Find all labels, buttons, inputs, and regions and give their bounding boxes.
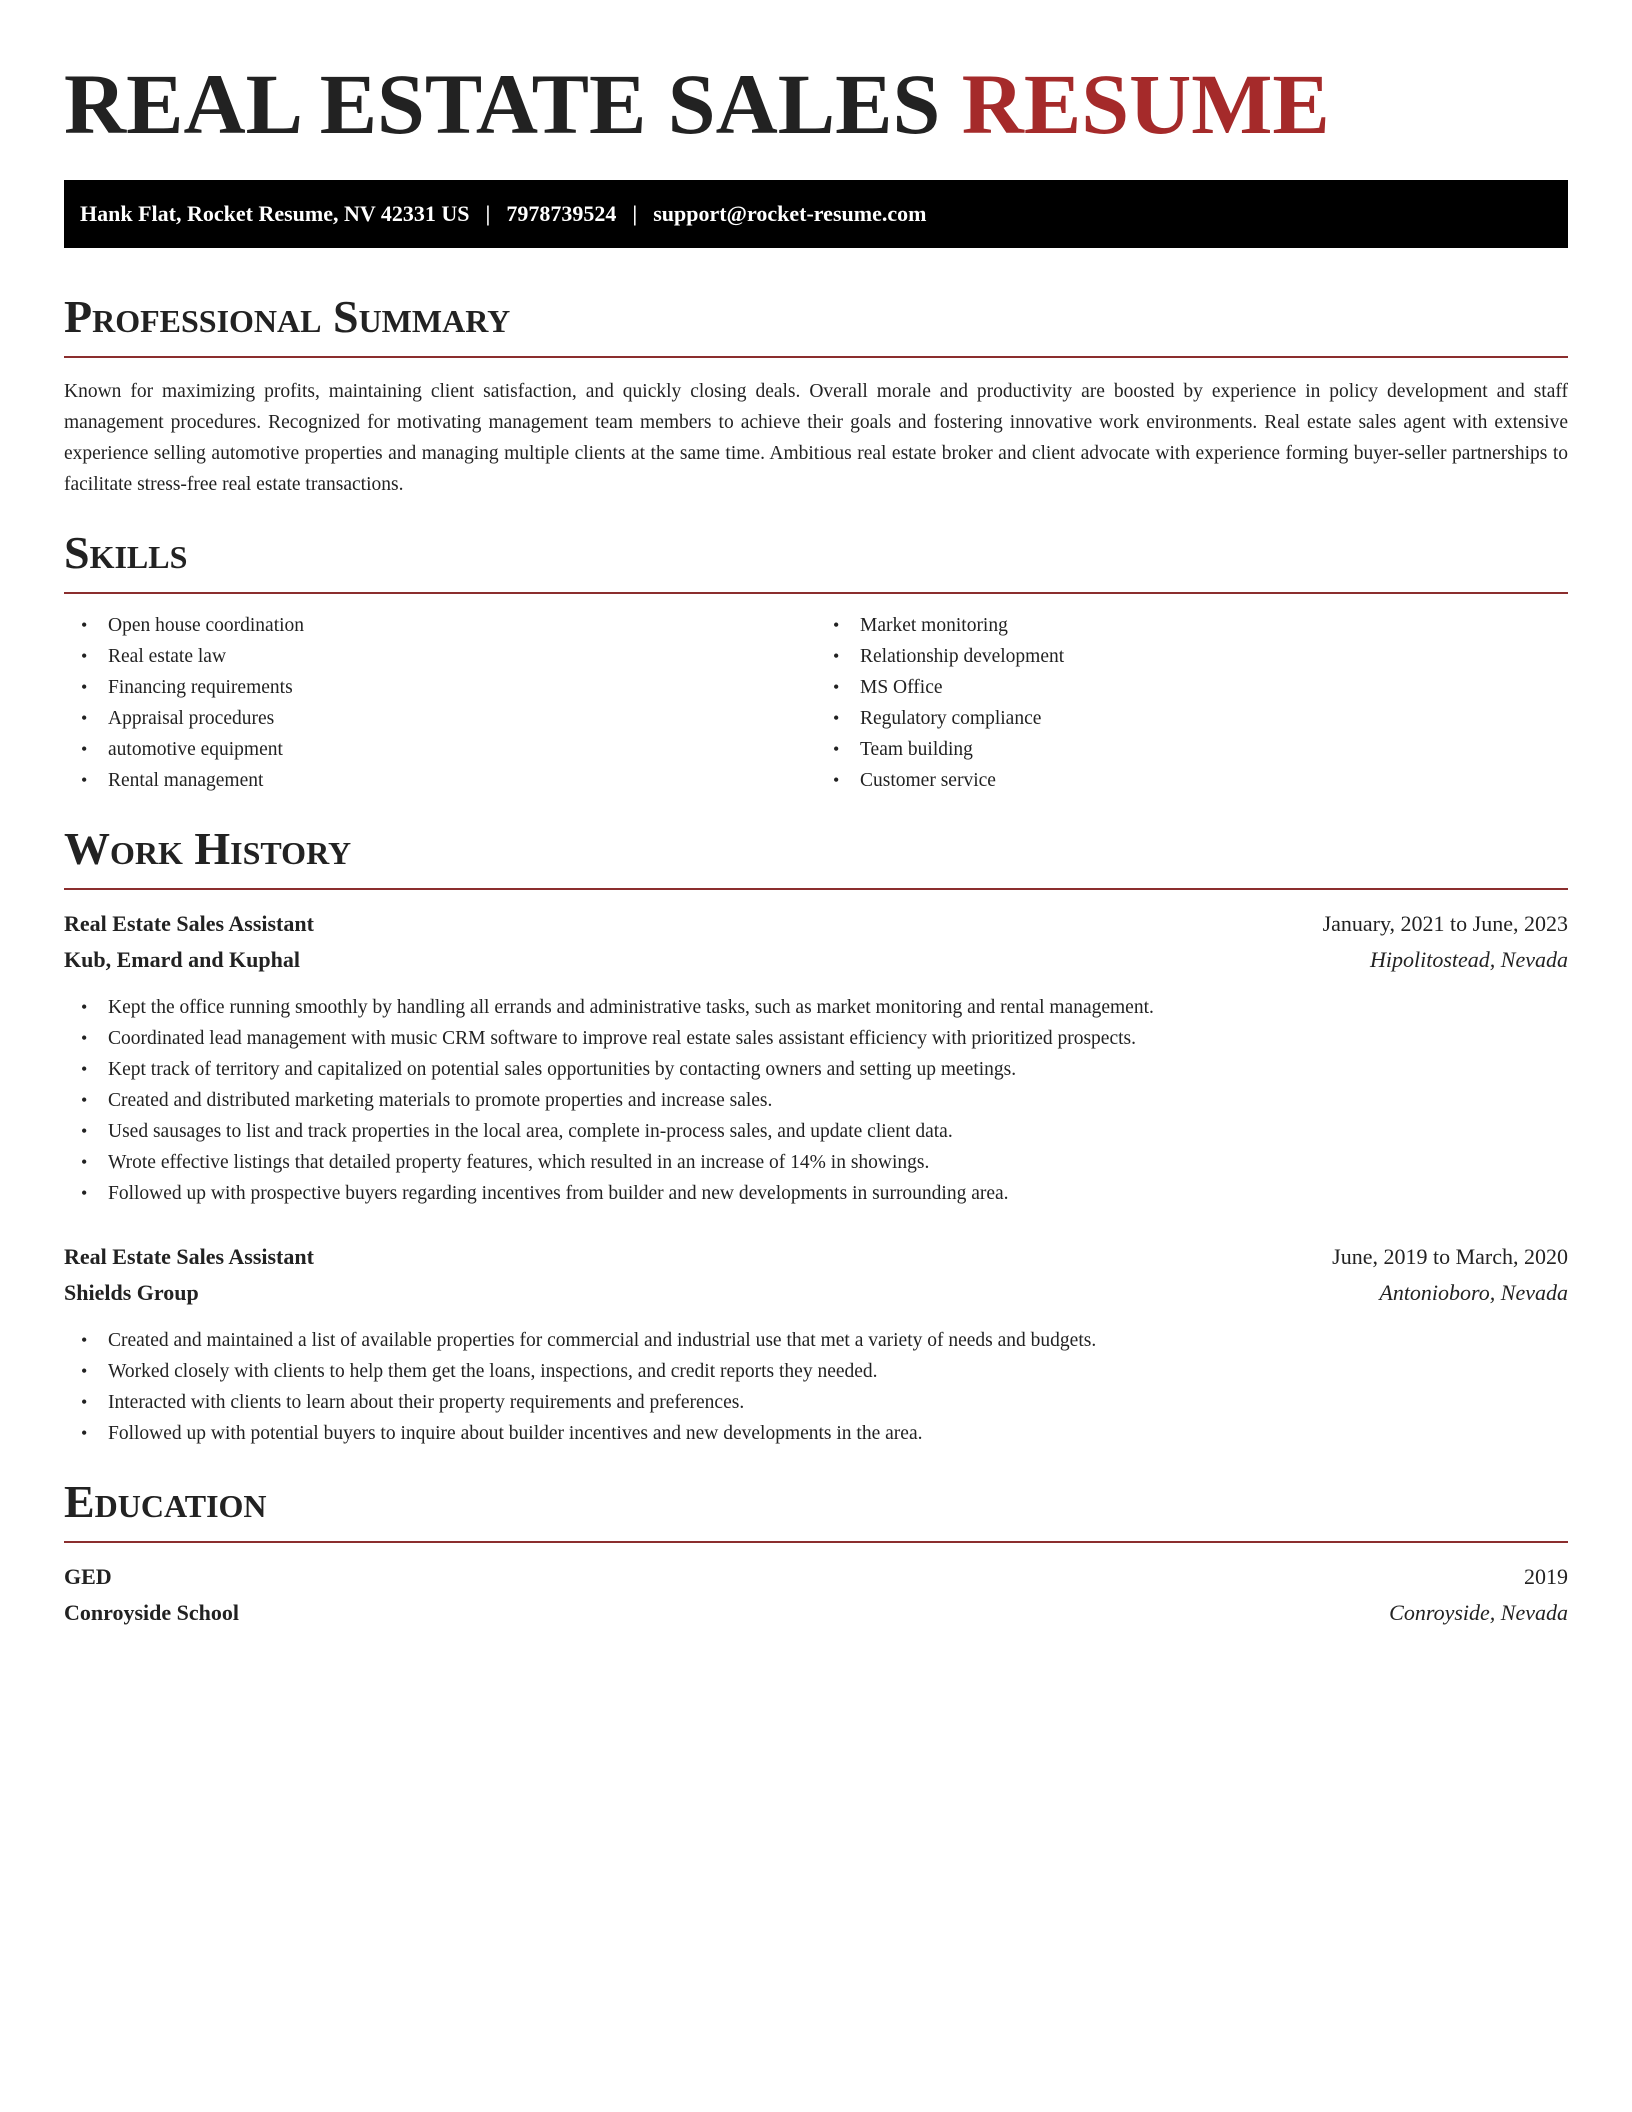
- contact-separator: |: [632, 201, 638, 226]
- skill-item: • Relationship development: [860, 641, 1568, 672]
- education-entry: [64, 1559, 1568, 1631]
- skill-item: • automotive equipment: [108, 734, 816, 765]
- job-bullet: • Worked closely with clients to help them get the loans, inspections, and credit reports they needed.: [108, 1356, 1568, 1387]
- job-dates: June, 2019 to March, 2020: [1332, 1244, 1568, 1269]
- education-year: 2019: [1524, 1564, 1568, 1589]
- job-title: Real Estate Sales Assistant: [64, 911, 314, 936]
- summary-heading: Professional Summary: [64, 291, 511, 342]
- job-header-row: [64, 1239, 1568, 1275]
- job-bullet: • Wrote effective listings that detailed property features, which resulted in an increase of 14% in showings.: [108, 1147, 1568, 1178]
- skill-item: • MS Office: [860, 672, 1568, 703]
- skill-item: • Appraisal procedures: [108, 703, 816, 734]
- job-location: Antonioboro, Nevada: [1379, 1280, 1568, 1305]
- job-bullet: • Interacted with clients to learn about their property requirements and preferences.: [108, 1387, 1568, 1418]
- job-header-row: [64, 906, 1568, 942]
- skills-grid: [64, 610, 1568, 796]
- skill-item: • Rental management: [108, 765, 816, 796]
- job-dates: January, 2021 to June, 2023: [1322, 911, 1568, 936]
- job-location: Hipolitostead, Nevada: [1370, 947, 1568, 972]
- job-bullets: [64, 992, 1568, 1209]
- section-divider: [64, 1541, 1568, 1543]
- education-school: Conroyside School: [64, 1600, 240, 1625]
- job-bullet: • Created and maintained a list of available properties for commercial and industrial use that met a variety of needs and budgets.: [108, 1325, 1568, 1356]
- job-company-row: [64, 942, 1568, 978]
- section-divider: [64, 888, 1568, 890]
- skill-item: • Customer service: [860, 765, 1568, 796]
- contact-phone: 7978739524: [506, 201, 617, 226]
- skill-item: • Real estate law: [108, 641, 816, 672]
- skills-left-column: [64, 610, 816, 796]
- job-bullet: • Coordinated lead management with music CRM software to improve real estate sales assistant efficiency with prioritized prospects.: [108, 1023, 1568, 1054]
- job-entry: [64, 1239, 1568, 1449]
- skill-item: • Regulatory compliance: [860, 703, 1568, 734]
- job-bullet: • Followed up with prospective buyers regarding incentives from builder and new developments in surrounding area.: [108, 1178, 1568, 1209]
- skill-item: • Team building: [860, 734, 1568, 765]
- contact-email: support@rocket-resume.com: [653, 201, 927, 226]
- skills-section: [64, 528, 1568, 796]
- section-divider: [64, 356, 1568, 358]
- skill-item: • Financing requirements: [108, 672, 816, 703]
- job-company: Kub, Emard and Kuphal: [64, 947, 300, 972]
- skill-item: • Open house coordination: [108, 610, 816, 641]
- skills-right-column: [816, 610, 1568, 796]
- title-main: REAL ESTATE SALES: [64, 56, 941, 152]
- title-accent: RESUME: [961, 56, 1330, 152]
- contact-separator: |: [485, 201, 491, 226]
- job-title: Real Estate Sales Assistant: [64, 1244, 314, 1269]
- skill-item: • Market monitoring: [860, 610, 1568, 641]
- job-bullet: • Followed up with potential buyers to inquire about builder incentives and new developments in the area.: [108, 1418, 1568, 1449]
- education-header-row: [64, 1559, 1568, 1595]
- education-heading: Education: [64, 1476, 267, 1527]
- job-bullet: • Created and distributed marketing materials to promote properties and increase sales.: [108, 1085, 1568, 1116]
- contact-address: Hank Flat, Rocket Resume, NV 42331 US: [80, 201, 470, 226]
- education-section: [64, 1477, 1568, 1631]
- job-bullet: • Used sausages to list and track properties in the local area, complete in-process sales, and update client data.: [108, 1116, 1568, 1147]
- resume-title: [64, 0, 1568, 152]
- work-history-section: [64, 824, 1568, 1449]
- work-history-heading: Work History: [64, 823, 352, 874]
- education-location: Conroyside, Nevada: [1389, 1600, 1568, 1625]
- summary-section: [64, 292, 1568, 500]
- job-bullet: • Kept the office running smoothly by handling all errands and administrative tasks, such as market monitoring and rental management.: [108, 992, 1568, 1023]
- contact-bar: [64, 180, 1568, 248]
- education-school-row: [64, 1595, 1568, 1631]
- job-company-row: [64, 1275, 1568, 1311]
- job-entry: [64, 906, 1568, 1209]
- section-divider: [64, 592, 1568, 594]
- summary-text: Known for maximizing profits, maintaining client satisfaction, and quickly closing deals. Overall morale and productivity are boosted by experience in policy development and staff management procedures. Recognized for motivating management team members to achieve their goals and fostering innovative work environments. Real estate sales agent with extensive experience selling automotive properties and managing multiple clients at the same time. Ambitious real estate broker and client advocate with experience forming buyer-seller partnerships to facilitate stress-free real estate transactions.: [64, 381, 1568, 495]
- skills-heading: Skills: [64, 527, 188, 578]
- job-company: Shields Group: [64, 1280, 199, 1305]
- education-degree: GED: [64, 1564, 112, 1589]
- job-bullets: [64, 1325, 1568, 1449]
- job-bullet: • Kept track of territory and capitalized on potential sales opportunities by contacting owners and setting up meetings.: [108, 1054, 1568, 1085]
